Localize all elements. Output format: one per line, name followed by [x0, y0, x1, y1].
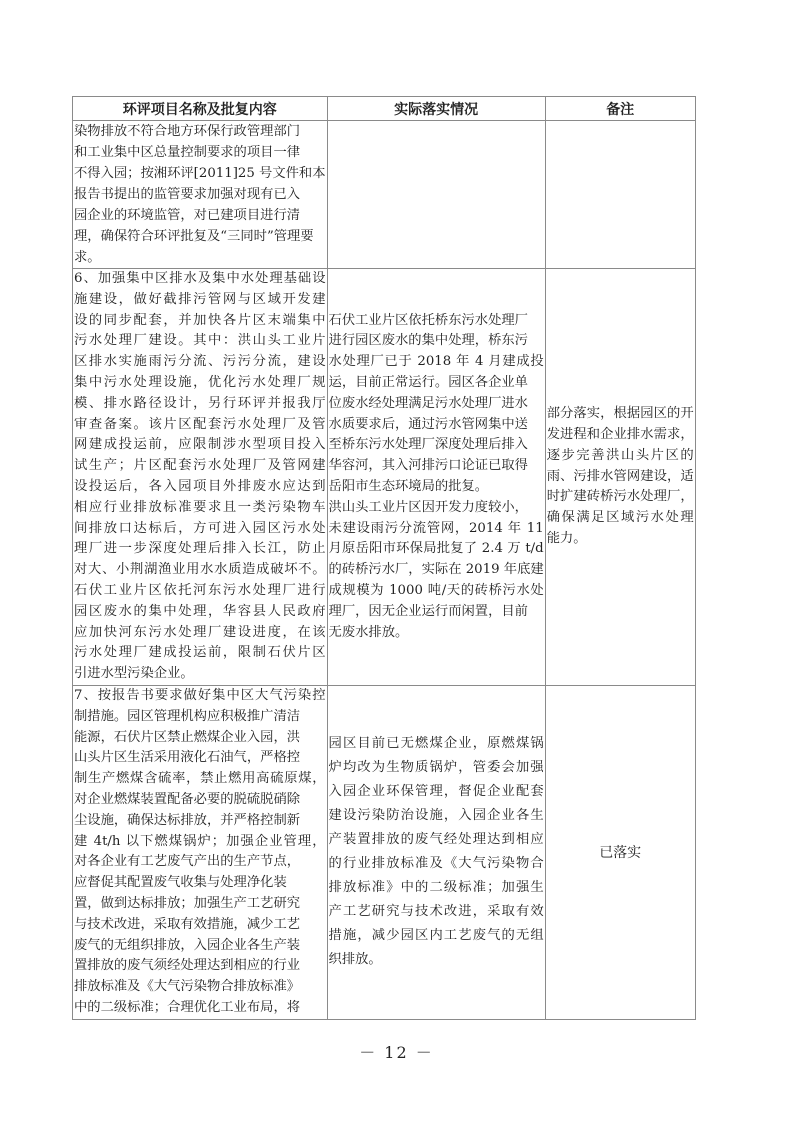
text-line: 逐步完善洪山头片区的 — [546, 447, 694, 463]
text-line: 能源，石伏片区禁止燃煤企业入园，洪 — [74, 729, 301, 745]
text-line: 和工业集中区总量控制要求的项目一律 — [74, 145, 301, 160]
text-line: 华容河，其入河排污口论证已取得 — [328, 458, 528, 474]
table-row — [73, 121, 696, 269]
remark-cell — [545, 121, 695, 269]
text-line: 园区废水的集中处理，华容县人民政府 — [74, 603, 326, 619]
implementation-cell — [327, 121, 545, 269]
text-line: 集中污水处理设施，优化污水处理厂规 — [74, 375, 326, 391]
text-line: 与技术改进，采取有效措施，减少工艺 — [74, 916, 301, 932]
text-line: 求。 — [74, 250, 101, 265]
text-line: 不得入园；按湘环评[2011]25 号文件和本 — [74, 166, 326, 181]
text-line: 报告书提出的监管要求加强对现有已入 — [74, 187, 301, 202]
text-line: 部分落实，根据园区的开 — [546, 406, 694, 422]
text-line: 位废水经处理满足污水处理厂进水 — [328, 395, 528, 411]
requirement-cell — [73, 269, 328, 686]
text-line: 理，确保符合环评批复及“三同时”管理要 — [74, 229, 314, 244]
text-line: 月原岳阳市环保局批复了 2.4 万 t/d — [328, 541, 544, 557]
table-row — [73, 269, 696, 686]
text-line: 网建成投运前，应限制涉水型项目投入 — [74, 437, 326, 453]
remark-cell — [545, 269, 695, 686]
text-line: 施建设，做好截排污管网与区域开发建 — [74, 291, 326, 307]
text-line: 石伏工业片区依托河东污水处理厂进行 — [74, 582, 326, 598]
table-row — [73, 686, 696, 1020]
text-line: 置排放的废气须经处理达到相应的行业 — [74, 958, 301, 974]
text-line: 应督促其配置废气收集与处理净化装 — [74, 875, 287, 891]
text-line: 成规模为 1000 吨/天的砖桥污水处 — [328, 582, 544, 598]
text-line: 石伏工业片区依托桥东污水处理厂 — [328, 312, 528, 328]
text-line: 对企业燃煤装置配备必要的脱硫脱硝除 — [74, 791, 301, 807]
compliance-table — [72, 96, 696, 1020]
text-line: 理厂，因无企业运行而闲置，目前 — [328, 603, 528, 619]
text-line: 设投运后，各入园项目外排废水应达到 — [74, 479, 326, 494]
text-line: 时扩建砖桥污水处理厂， — [546, 489, 694, 505]
text-line: 织排放。 — [328, 952, 382, 968]
text-line: 引进水型污染企业。 — [74, 666, 194, 682]
text-line: 理厂进一步深度处理后排入长江，防止 — [74, 541, 326, 557]
text-line: 废气的无组织排放，入园企业各生产装 — [74, 937, 301, 953]
text-line: 洪山头工业片区因开发力度较小， — [328, 499, 528, 515]
text-line: 排放标准及《大气污染物合排放标准》 — [74, 979, 301, 995]
text-line: 水质要求后，通过污水管网集中送 — [328, 416, 528, 432]
text-line: 入园企业环保管理，督促企业配套 — [328, 784, 544, 800]
header-remark: 备注 — [545, 97, 695, 121]
text-line: 进行园区废水的集中处理，桥东污 — [328, 333, 528, 349]
text-line: 岳阳市生态环境局的批复。 — [328, 479, 489, 494]
text-line: 相应行业排放标准要求且一类污染物车 — [74, 499, 326, 515]
text-line: 的砖桥污水厂，实际在 2019 年底建 — [328, 562, 544, 578]
requirement-cell — [73, 686, 328, 1020]
text-line: 产工艺研究与技术改进，采取有效 — [328, 904, 544, 920]
text-line: 排放标准》中的二级标准；加强生 — [328, 880, 544, 896]
text-line: 7、按报告书要求做好集中区大气污染控 — [74, 688, 326, 703]
text-line: 置，做到达标排放；加强生产工艺研究 — [74, 895, 301, 911]
text-line: 未建设雨污分流管网，2014 年 11 — [328, 520, 544, 536]
text-line: 确保满足区域污水处理 — [546, 510, 694, 526]
text-line: 雨、污排水管网建设，适 — [546, 468, 694, 484]
text-line: 制措施。园区管理机构应积极推广清洁 — [74, 708, 301, 724]
text-line: 污水处理厂建成投运前，限制石伏片区 — [74, 645, 326, 661]
header-requirement: 环评项目名称及批复内容 — [73, 97, 328, 121]
text-line: 试生产；片区配套污水处理厂及管网建 — [74, 458, 326, 474]
text-line: 应加快河东污水处理厂建设进度，在该 — [74, 624, 326, 640]
text-line: 无废水排放。 — [328, 624, 409, 640]
text-line: 中的二级标准；合理优化工业布局，将 — [74, 999, 301, 1015]
text-line: 制生产燃煤含硫率，禁止燃用高硫原煤， — [74, 771, 326, 787]
text-line: 建 4t/h 以下燃煤锅炉；加强企业管理， — [74, 833, 326, 849]
text-line: 建设污染防治设施，入园企业各生 — [328, 808, 544, 824]
text-line: 发进程和企业排水需求， — [546, 427, 694, 442]
text-line: 至桥东污水处理厂深度处理后排入 — [328, 437, 528, 453]
text-line: 污水处理厂建设。其中：洪山头工业片 — [74, 333, 326, 349]
text-line: 山头片区生活采用液化石油气，严格控 — [74, 750, 301, 766]
text-line: 间排放口达标后，方可进入园区污水处 — [74, 520, 326, 536]
text-line: 区排水实施雨污分流、污污分流，建设 — [74, 354, 326, 370]
header-implementation: 实际落实情况 — [327, 97, 545, 121]
text-line: 园企业的环境监管，对已建项目进行清 — [74, 208, 301, 223]
text-line: 模、排水路径设计，另行环评并报我厅 — [74, 395, 326, 411]
remark-cell: 已落实 — [545, 686, 695, 1020]
text-line: 能力。 — [546, 530, 587, 546]
text-line: 措施，减少园区内工艺废气的无组 — [328, 928, 544, 944]
text-line: 园区目前已无燃煤企业，原燃煤锅 — [328, 736, 544, 752]
implementation-cell — [327, 686, 545, 1020]
text-line: 对大、小荆湖渔业用水水质造成破坏不。 — [74, 562, 326, 578]
text-line: 审查备案。该片区配套污水处理厂及管 — [74, 416, 326, 432]
text-line: 水处理厂已于 2018 年 4 月建成投 — [328, 354, 544, 370]
page-number: － 12 － — [359, 1043, 434, 1062]
text-line: 运，目前正常运行。园区各企业单 — [328, 375, 528, 391]
text-line: 6、加强集中区排水及集中水处理基础设 — [74, 271, 326, 287]
text-line: 的行业排放标准及《大气污染物合 — [328, 856, 544, 872]
text-line: 尘设施，确保达标排放，并严格控制新 — [74, 812, 301, 828]
text-line: 对各企业有工艺废气产出的生产节点， — [74, 854, 301, 870]
table-header-row — [73, 97, 696, 121]
text-line: 染物排放不符合地方环保行政管理部门 — [74, 124, 301, 139]
text-line: 产装置排放的废气经处理达到相应 — [328, 832, 544, 848]
implementation-cell — [327, 269, 545, 686]
requirement-cell — [73, 121, 328, 269]
text-line: 炉均改为生物质锅炉，管委会加强 — [328, 760, 544, 776]
text-line: 设的同步配套，并加快各片区末端集中 — [74, 312, 326, 328]
